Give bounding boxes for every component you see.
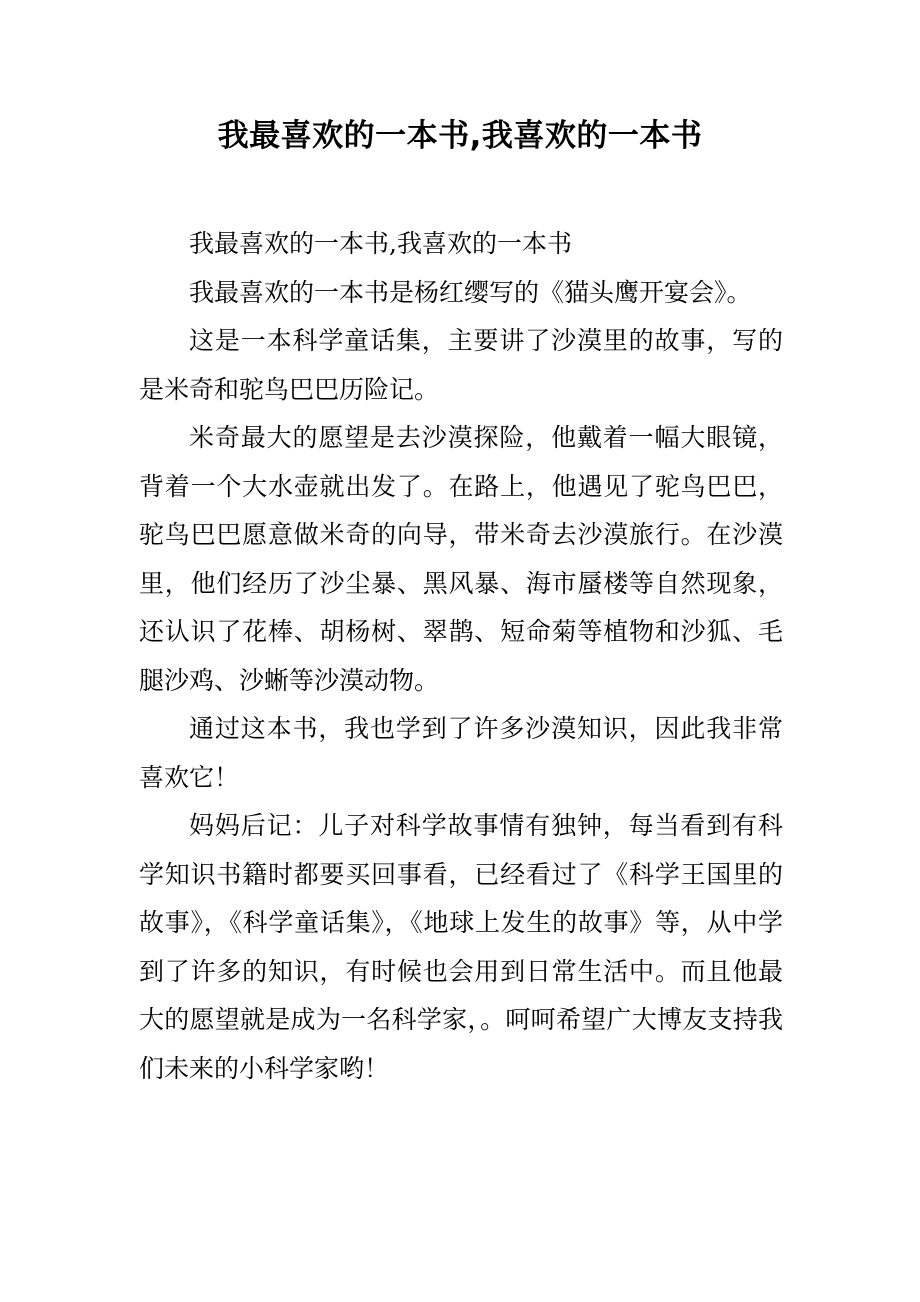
document-title: 我最喜欢的一本书,我喜欢的一本书: [217, 118, 703, 154]
paragraph-story: 米奇最大的愿望是去沙漠探险，他戴着一幅大眼镜，背着一个大水壶就出发了。在路上，他遇见了驼鸟巴巴，驼鸟巴巴愿意做米奇的向导，带米奇去沙漠旅行。在沙漠里，他们经历了沙尘暴、黑风暴、海市蜃楼等自然现象，还认识了花棒、胡杨树、翠鹊、短命菊等植物和沙狐、毛腿沙鸡、沙蜥等沙漠动物。: [139, 423, 783, 695]
document-body: [139, 220, 783, 1093]
paragraph-intro: 我最喜欢的一本书是杨红缨写的《猫头鹰开宴会》。: [189, 277, 752, 307]
paragraph-postscript: 妈妈后记：儿子对科学故事情有独钟，每当看到有科学知识书籍时都要买回事看，已经看过了《科学王国里的故事》，《科学童话集》，《地球上发生的故事》等，从中学到了许多的知识，有时候也会用到日常生活中。而且他最大的愿望就是成为一名科学家，。呵呵希望广大博友支持我们未来的小科学家哟！: [139, 811, 783, 1083]
paragraph-subtitle: 我最喜欢的一本书,我喜欢的一本书: [189, 229, 572, 258]
paragraph-summary: 这是一本科学童话集，主要讲了沙漠里的故事，写的是米奇和驼鸟巴巴历险记。: [139, 326, 783, 404]
paragraph-conclusion: 通过这本书，我也学到了许多沙漠知识，因此我非常喜欢它！: [139, 714, 783, 792]
